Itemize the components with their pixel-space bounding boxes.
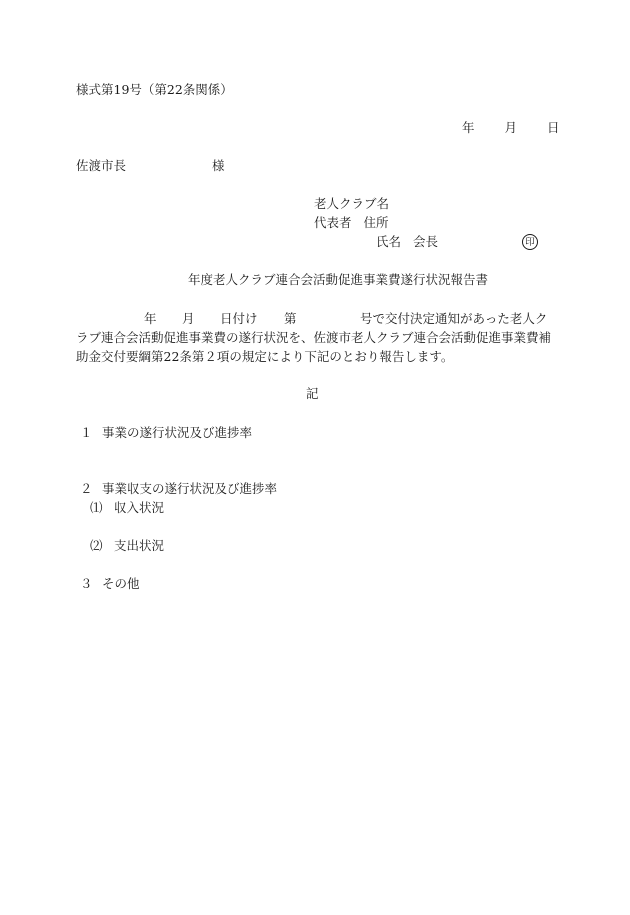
representative-name-line	[376, 234, 438, 250]
seal-mark: 印	[522, 234, 538, 250]
addressee-name: 佐渡市長	[76, 158, 127, 173]
body-year: 年	[144, 311, 157, 326]
section-1-number: １	[80, 425, 93, 440]
subsection-2-number: ⑵	[90, 538, 103, 553]
ki-heading: 記	[306, 386, 319, 401]
section-1	[80, 425, 252, 441]
subsection-1-number: ⑴	[90, 500, 103, 515]
representative-label: 代表者	[314, 215, 352, 230]
body-dated: 日付け	[220, 311, 258, 326]
date-month: 月	[504, 120, 518, 135]
section-3-label: その他	[102, 576, 140, 591]
body-month: 月	[182, 311, 195, 326]
subsection-2-label: 支出状況	[114, 538, 165, 553]
body-line-2: ラブ連合会活動促進事業費の遂行状況を、佐渡市老人クラブ連合会活動促進事業費補	[76, 330, 552, 345]
subsection-1	[90, 500, 164, 516]
body-line-1	[76, 309, 550, 328]
chair-label: 会長	[413, 234, 439, 249]
report-body	[76, 309, 550, 366]
club-name-label: 老人クラブ名	[314, 196, 390, 211]
subsection-2	[90, 538, 164, 554]
address-label: 住所	[363, 215, 389, 230]
section-2-number: ２	[80, 481, 93, 496]
section-2-label: 事業収支の遂行状況及び進捗率	[102, 481, 278, 496]
subsection-1-label: 収入状況	[114, 500, 165, 515]
section-3-number: ３	[80, 576, 93, 591]
date-line	[462, 120, 560, 136]
addressee-honorific: 様	[212, 158, 225, 173]
body-line1-rest: 号で交付決定通知があった老人ク	[360, 311, 548, 326]
section-1-label: 事業の遂行状況及び進捗率	[102, 425, 253, 440]
body-dai: 第	[284, 311, 297, 326]
body-line-3: 助金交付要綱第22条第２項の規定により下記のとおり報告します。	[76, 349, 454, 364]
document-title: 年度老人クラブ連合会活動促進事業費遂行状況報告書	[188, 272, 489, 287]
date-day: 日	[547, 120, 560, 135]
addressee	[76, 158, 225, 174]
section-2	[80, 481, 277, 497]
section-3	[80, 576, 140, 592]
form-number: 様式第19号（第22条関係）	[76, 82, 233, 97]
date-year: 年	[462, 120, 475, 135]
name-label: 氏名	[376, 234, 402, 249]
representative-line	[314, 215, 389, 231]
